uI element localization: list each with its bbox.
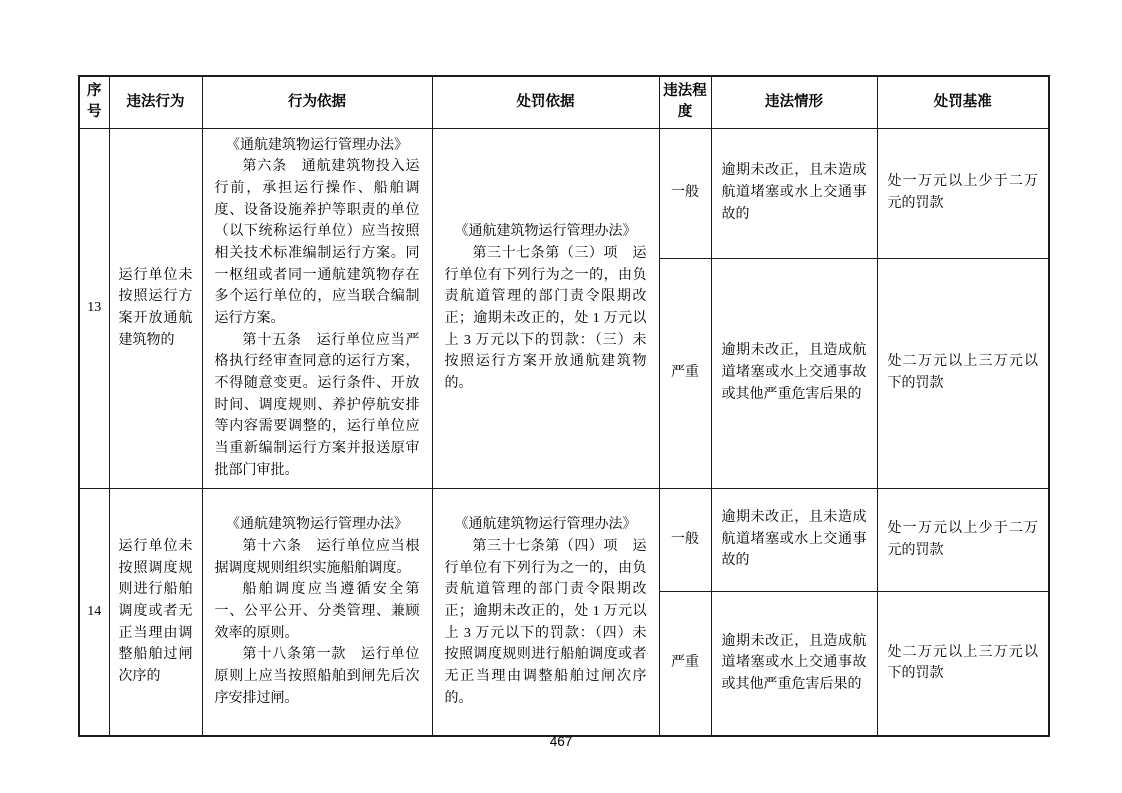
circumstance-cell: 逾期未改正，且造成航道堵塞或水上交通事故或其他严重危害后果的 — [711, 258, 877, 488]
law-title: 《通航建筑物运行管理办法》 — [226, 517, 408, 533]
law-paragraph: 第三十七条第（四）项 运行单位有下列行为之一的，由负责航道管理的部门责令限期改正；逾期未改正的，处 1 万元以上 3 万元以下的罚款：（四）未按照调度规则进行船舶调度或者无正当理由调整船舶过闸次序的。 — [444, 538, 647, 706]
penalty-basis-cell — [432, 488, 659, 736]
law-title: 《通航建筑物运行管理办法》 — [226, 137, 408, 153]
law-paragraph: 第六条 通航建筑物投入运行前，承担运行操作、船舶调度、设备设施养护等职责的单位（以下统称运行单位）应当按照相关技术标准编制运行方案。同一枢纽或者同一通航建筑物存在多个运行单位的，应当联合编制运行方案。 — [214, 159, 420, 326]
law-title: 《通航建筑物运行管理办法》 — [454, 517, 637, 533]
violation-behavior-cell: 运行单位未按照调度规则进行船舶调度或者无正当理由调整船舶过闸次序的 — [109, 488, 202, 736]
page-number: 467 — [549, 734, 573, 749]
circumstance-cell: 逾期未改正，且未造成航道堵塞或水上交通事故的 — [711, 488, 877, 591]
behavior-basis-cell — [202, 128, 432, 488]
header-behavior-basis: 行为依据 — [202, 76, 432, 128]
law-paragraph: 船舶调度应当遵循安全第一、公平公开、分类管理、兼顾效率的原则。 — [214, 582, 420, 641]
serial-cell: 13 — [79, 128, 109, 488]
table-row — [79, 488, 1049, 591]
law-paragraph: 第三十七条第（三）项 运行单位有下列行为之一的，由负责航道管理的部门责令限期改正；逾期未改正的，处 1 万元以上 3 万元以下的罚款：（三）未按照运行方案开放通航建筑物的。 — [444, 245, 647, 392]
header-violation-degree: 违法程度 — [659, 76, 711, 128]
header-serial-number: 序号 — [79, 76, 109, 128]
header-illegal-behavior: 违法行为 — [109, 76, 202, 128]
circumstance-cell: 逾期未改正，且造成航道堵塞或水上交通事故或其他严重危害后果的 — [711, 591, 877, 736]
standard-cell: 处一万元以上少于二万元的罚款 — [877, 488, 1049, 591]
degree-cell: 严重 — [659, 258, 711, 488]
violation-behavior-cell: 运行单位未按照运行方案开放通航建筑物的 — [109, 128, 202, 488]
degree-cell: 一般 — [659, 488, 711, 591]
standard-cell: 处二万元以上三万元以下的罚款 — [877, 591, 1049, 736]
table-row — [79, 128, 1049, 258]
degree-cell: 严重 — [659, 591, 711, 736]
serial-cell: 14 — [79, 488, 109, 736]
law-title: 《通航建筑物运行管理办法》 — [454, 224, 637, 240]
degree-cell: 一般 — [659, 128, 711, 258]
behavior-basis-cell — [202, 488, 432, 736]
penalty-basis-cell — [432, 128, 659, 488]
standard-cell: 处一万元以上少于二万元的罚款 — [877, 128, 1049, 258]
header-violation-circumstance: 违法情形 — [711, 76, 877, 128]
law-paragraph: 第十六条 运行单位应当根据调度规则组织实施船舶调度。 — [214, 538, 420, 576]
law-paragraph: 第十八条第一款 运行单位原则上应当按照船舶到闸先后次序安排过闸。 — [214, 647, 420, 706]
penalty-standards-table — [78, 75, 1050, 737]
header-penalty-basis: 处罚依据 — [432, 76, 659, 128]
table-header-row — [79, 76, 1049, 128]
law-paragraph: 第十五条 运行单位应当严格执行经审查同意的运行方案，不得随意变更。运行条件、开放时间、调度规则、养护停航安排等内容需要调整的，运行单位应当重新编制运行方案并报送原审批部门审批。 — [214, 332, 420, 478]
header-penalty-standard: 处罚基准 — [877, 76, 1049, 128]
standard-cell: 处二万元以上三万元以下的罚款 — [877, 258, 1049, 488]
circumstance-cell: 逾期未改正，且未造成航道堵塞或水上交通事故的 — [711, 128, 877, 258]
